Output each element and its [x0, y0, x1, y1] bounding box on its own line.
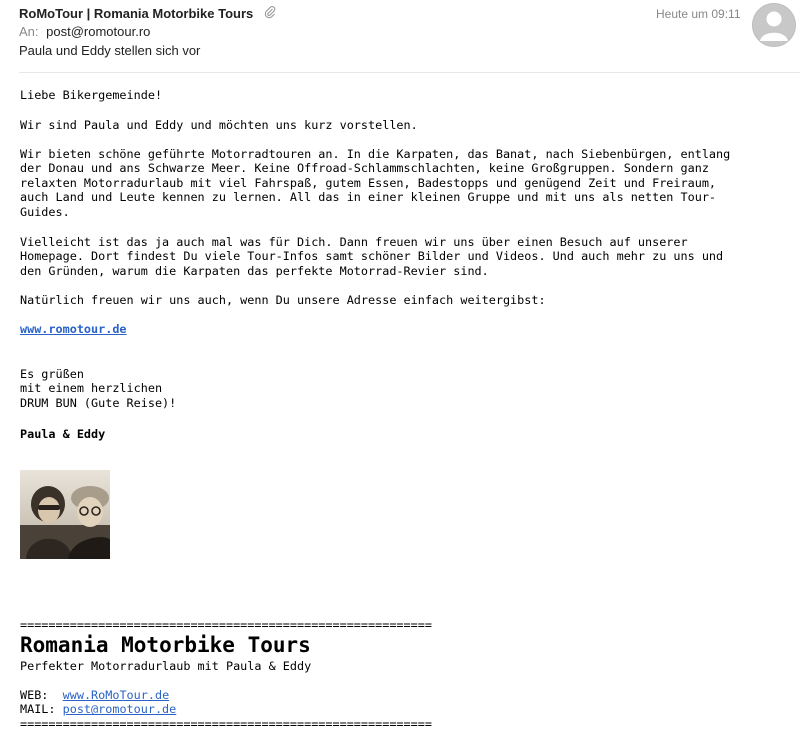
text-line: Wir bieten schöne geführte Motorradtouren an. In die Karpaten, das Banat, nach Siebenbürgen, entlang: [20, 147, 731, 161]
text-line: auch Land und Leute kennen zu lernen. All das in einer kleinen Gruppe und mit uns als netten Tour-: [20, 190, 717, 205]
header-divider: [19, 72, 800, 73]
signature-rule-bottom: ==========================================================: [20, 716, 432, 731]
signature-tagline: Perfekter Motorradurlaub mit Paula & Eddy: [20, 659, 312, 673]
recipient-row: [19, 24, 150, 39]
signature-title: Romania Motorbike Tours: [20, 633, 311, 657]
signature-web: [20, 688, 169, 702]
received-time: Heute um 09:11: [656, 7, 741, 21]
closing-line: mit einem herzlichen: [20, 381, 163, 396]
text-line: relaxten Motorradurlaub mit viel Fahrspaß, gutem Essen, Badestopps und genügend Zeit und Freiraum,: [20, 175, 717, 190]
text-line: der Donau und ans Schwarze Meer. Keine Offroad-Schlammschlachten, keine Großgruppen. Sondern ganz: [20, 161, 709, 176]
signature-web-link[interactable]: www.RoMoTour.de: [62, 688, 170, 702]
sender-names: Paula & Eddy: [20, 427, 106, 441]
text-line: Homepage. Dort findest Du viele Tour-Infos samt schöner Bilder und Videos. Und auch mehr zu uns und: [20, 249, 724, 264]
to-label: An:: [19, 24, 39, 39]
paperclip-icon[interactable]: [264, 5, 276, 19]
recipient-address[interactable]: post@romotour.ro: [46, 24, 151, 39]
text-line: den Gründen, warum die Karpaten das perfekte Motorrad-Revier sind.: [20, 263, 489, 278]
email-subject: Paula und Eddy stellen sich vor: [19, 43, 201, 58]
closing-line: DRUM BUN (Gute Reise)!: [20, 395, 177, 410]
mail-label: MAIL:: [20, 702, 56, 717]
share-request: Natürlich freuen wir uns auch, wenn Du unsere Adresse einfach weitergibst:: [20, 293, 546, 307]
greeting: Liebe Bikergemeinde!: [20, 88, 163, 102]
signature-rule: ==========================================================: [20, 618, 432, 632]
closing-line: Es grüßen: [20, 367, 84, 381]
sender-name: RoMoTour | Romania Motorbike Tours: [19, 6, 254, 21]
couple-photo[interactable]: [20, 470, 110, 559]
website-link[interactable]: www.romotour.de: [20, 322, 127, 336]
signature-mail: [20, 702, 176, 716]
intro-text: Wir sind Paula und Eddy und möchten uns kurz vorstellen.: [20, 118, 418, 132]
text-line: Vielleicht ist das ja auch mal was für Dich. Dann freuen wir uns über einen Besuch auf unserer: [20, 235, 688, 249]
text-line: Guides.: [20, 204, 70, 219]
default-avatar-icon[interactable]: [752, 3, 796, 47]
web-label: WEB:: [20, 688, 49, 702]
signature-mail-link[interactable]: post@romotour.de: [62, 702, 177, 717]
